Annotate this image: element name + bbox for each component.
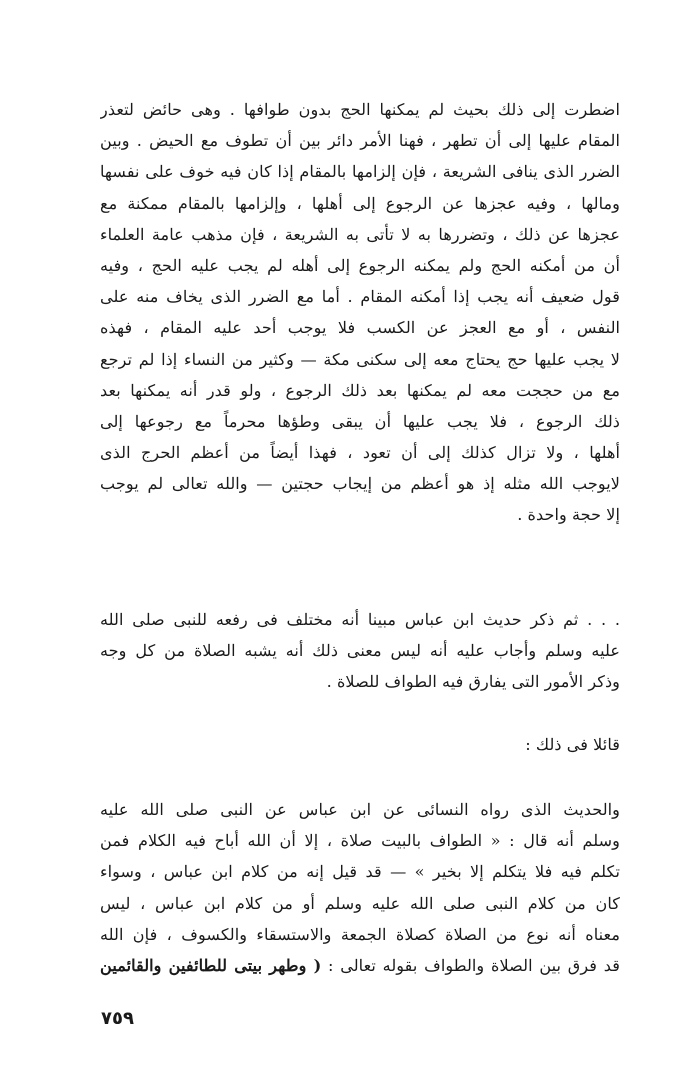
text-line: ومالها ، وفيه عجزها عن الرجوع إلى أهلها ، وإلزامها بالمقام ممكنة مع — [100, 193, 620, 213]
text-line: عجزها عن ذلك ، وتضررها به لا تأتى به الشريعة ، فإن مذهب عامة العلماء — [100, 224, 620, 244]
text-line: أن من أمكنه الحج ولم يمكنه الرجوع إلى أهله لم يجب عليه الحج ، وفيه — [100, 255, 620, 275]
page-number: ٧٥٩ — [101, 1008, 134, 1029]
text-line: المقام عليها إلى أن تطهر ، فهنا الأمر دائر بين أن تطوف مع الحيض . وبين — [100, 131, 620, 151]
text-line: إلا حجة واحدة . — [517, 505, 620, 525]
paragraph-4 — [100, 794, 620, 981]
text-line: اضطرت إلى ذلك بحيث لم يمكنها الحج بدون طوافها . وهى حائض لتعذر — [100, 100, 620, 119]
text-line: الضرر الذى ينافى الشريعة ، فإن إلزامها بالمقام إذا كان فيه خوف على نفسها — [100, 162, 620, 182]
text-line: عليه وسلم وأجاب عليه أنه ليس معنى ذلك أنه يشبه الصلاة من كل وجه — [100, 641, 620, 661]
paragraph-1 — [100, 94, 620, 531]
text-line: والحديث الذى رواه النسائى عن ابن عباس عن النبى صلى الله عليه — [100, 800, 620, 819]
paragraph-3 — [505, 729, 620, 760]
text-line-start: قد فرق بين الصلاة والطواف بقوله تعالى : — [328, 955, 620, 975]
text-line: مع من حججت معه لم يمكنها بعد ذلك الرجوع ، ولو قدر أنه يمكنها بعد — [100, 380, 620, 400]
text-line: . . . ثم ذكر حديث ابن عباس مبينا أنه مختلف فى رفعه للنبى صلى الله — [100, 610, 620, 629]
text-line: لايوجب الله مثله إذ هو أعظم من إيجاب حجتين — والله تعالى لم يوجب — [100, 474, 620, 494]
text-line: قول ضعيف أنه يجب إذا أمكنه المقام . أما مع الضرر الذى يخاف منه على — [100, 287, 620, 307]
text-line: وسلم أنه قال : « الطواف بالبيت صلاة ، إلا أن الله أباح فيه الكلام فمن — [100, 831, 620, 851]
quran-quote: ( وطهر بيتى للطائفين والقائمين — [100, 955, 322, 975]
text-line: قائلا فى ذلك : — [525, 735, 620, 754]
text-line: تكلم فيه فلا يتكلم إلا بخير » — قد قيل إنه من كلام ابن عباس ، وسواء — [100, 862, 620, 882]
text-line: كان من كلام النبى صلى الله عليه وسلم أو من كلام ابن عباس ، ليس — [100, 893, 620, 913]
paragraph-2 — [100, 604, 620, 698]
text-line: أهلها ، ولا تزال كذلك إلى أن تعود ، فهذا أيضاً من أعظم الحرج الذى — [100, 443, 620, 463]
text-line: وذكر الأمور التى يفارق فيه الطواف للصلاة . — [326, 672, 620, 692]
text-line — [100, 950, 620, 981]
text-line: ذلك الرجوع ، فلا يجب عليها أن يبقى وطؤها محرماً مع رجوعها إلى — [100, 411, 620, 431]
text-line: النفس ، أو مع العجز عن الكسب فلا يوجب أحد عليه المقام ، فهذه — [100, 318, 620, 338]
text-line: لا يجب عليها حج يحتاج معه إلى سكنى مكة — وكثير من النساء إذا لم ترجع — [100, 349, 620, 369]
text-line: معناه أنه نوع من الصلاة كصلاة الجمعة والاستسقاء والكسوف ، فإن الله — [100, 924, 620, 944]
